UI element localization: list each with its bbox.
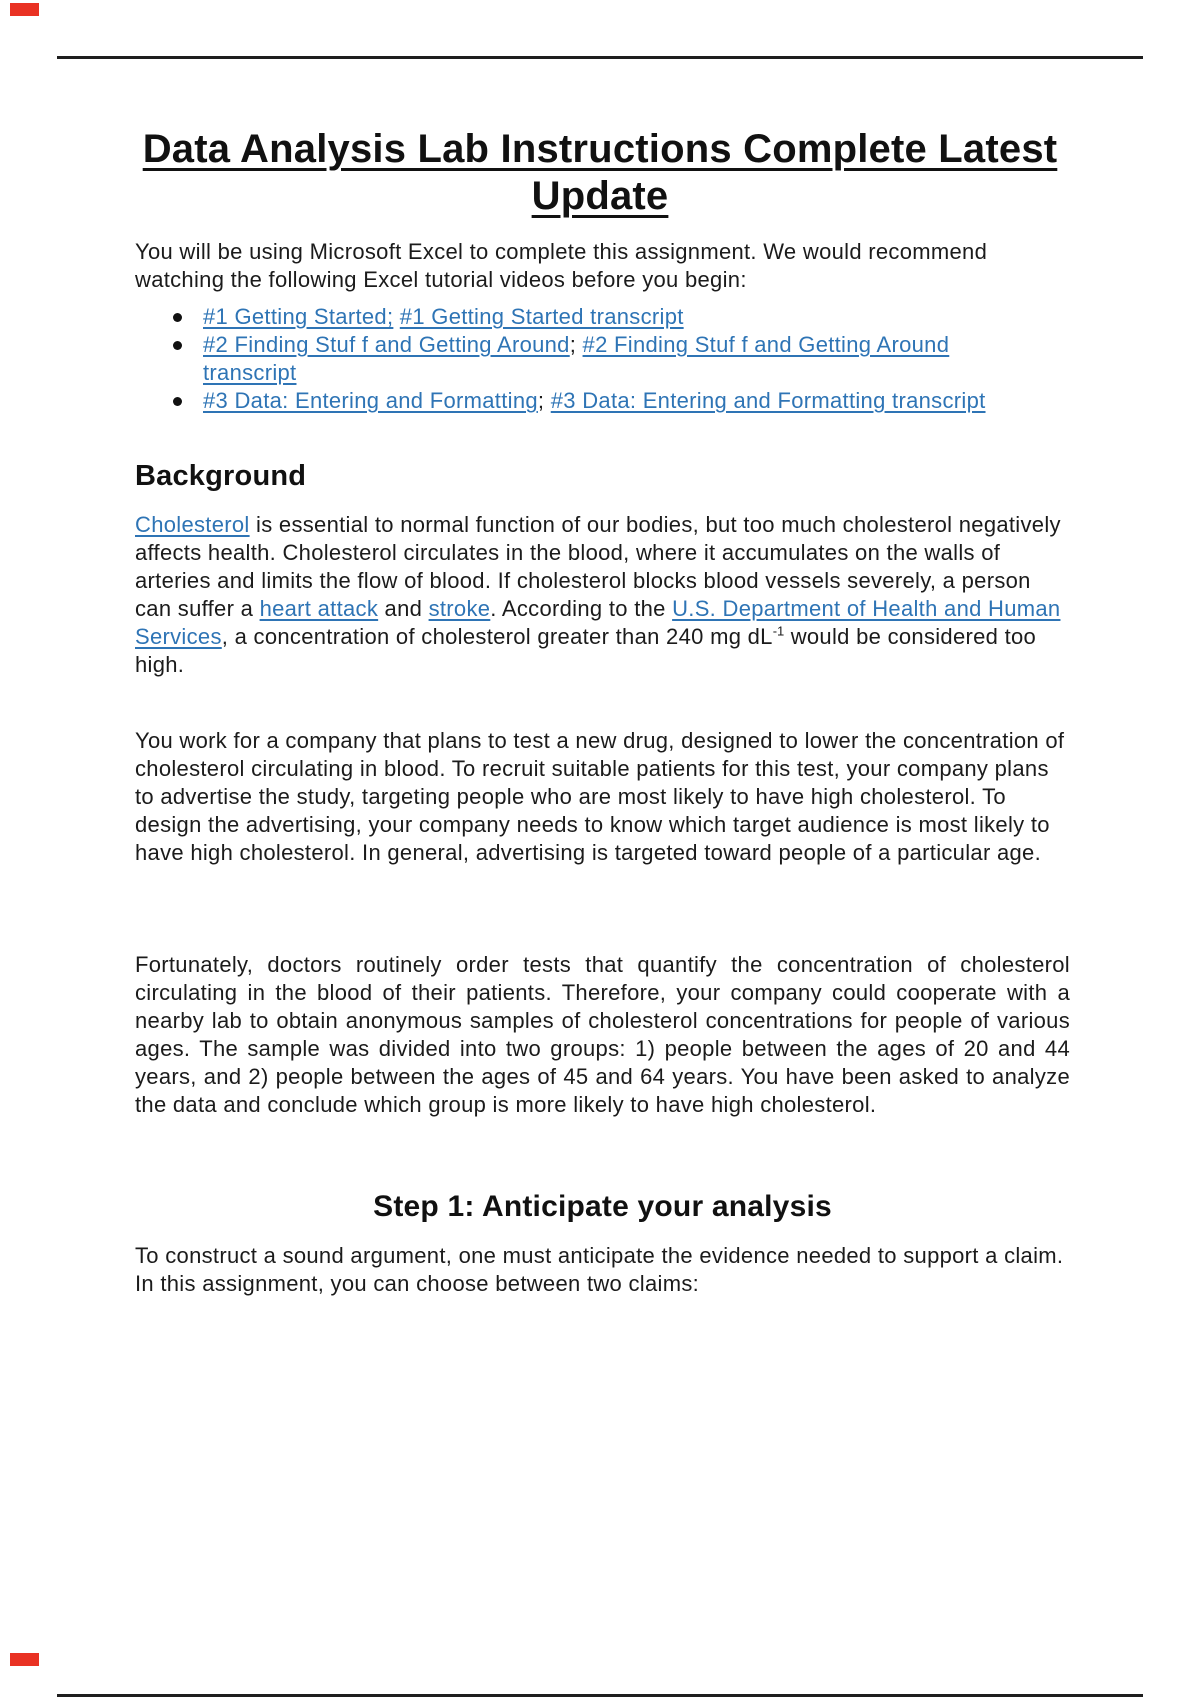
red-corner-mark-top xyxy=(10,3,39,16)
paragraph-text: is essential to normal function of our bodies, but too much cholesterol negatively affects health. Cholesterol circulates in the blood, where it accumulates on the walls of arteries and limits the flow of blood. If cholesterol blocks blood vessels severely, a person can suffer a xyxy=(135,512,1061,621)
tutorial-video-list xyxy=(135,303,1015,415)
link-getting-started[interactable]: #1 Getting Started; xyxy=(203,304,394,329)
step1-paragraph: To construct a sound argument, one must anticipate the evidence needed to support a claim. In this assignment, you can choose between two claims: xyxy=(135,1243,1064,1296)
superscript-exponent: -1 xyxy=(772,623,785,639)
paragraph-text: and xyxy=(378,596,429,621)
link-getting-started-transcript[interactable]: #1 Getting Started transcript xyxy=(399,304,684,329)
list-item-tutorial-1 xyxy=(203,303,1015,331)
link-finding-stuff[interactable]: #2 Finding Stuf f and Getting Around xyxy=(203,332,570,357)
list-item-tutorial-3 xyxy=(203,387,1015,415)
paragraph-text: , a concentration of cholesterol greater than 240 mg dL xyxy=(221,624,773,649)
link-data-entering[interactable]: #3 Data: Entering and Formatting xyxy=(203,388,538,413)
intro-paragraph: You will be using Microsoft Excel to complete this assignment. We would recommend watching the following Excel tutorial videos before you begin: xyxy=(135,239,988,292)
link-stroke[interactable]: stroke xyxy=(428,596,491,621)
background-paragraph-1 xyxy=(135,511,1070,679)
paragraph-text: . According to the xyxy=(490,596,673,621)
link-data-entering-transcript[interactable]: #3 Data: Entering and Formatting transcript xyxy=(550,388,986,413)
document-title xyxy=(110,126,1090,220)
bullet-icon xyxy=(173,397,182,406)
link-hhs[interactable]: U.S. Department of Health and Human Services xyxy=(135,596,1061,649)
red-corner-mark-bottom xyxy=(10,1653,39,1666)
bullet-icon xyxy=(173,341,182,350)
paragraph-text: would be considered too high. xyxy=(135,624,1037,677)
bottom-rule xyxy=(57,1694,1143,1697)
link-cholesterol[interactable]: Cholesterol xyxy=(135,512,250,537)
list-separator: ; xyxy=(537,388,551,413)
link-heart-attack[interactable]: heart attack xyxy=(259,596,379,621)
step1-heading: Step 1: Anticipate your analysis xyxy=(373,1190,832,1223)
link-finding-stuff-transcript[interactable]: #2 Finding Stuf f and Getting Around transcript xyxy=(203,332,950,385)
list-separator: ; xyxy=(569,332,583,357)
list-item-tutorial-2 xyxy=(203,331,1015,387)
background-paragraph-3: Fortunately, doctors routinely order tests that quantify the concentration of cholesterol circulating in the blood of their patients. Therefore, your company could cooperate with a nearby lab to obtain anonymous samples of cholesterol concentrations for people of various ages. The sample was divided into two groups: 1) people between the ages of 20 and 44 years, and 2) people between the ages of 45 and 64 years. You have been asked to analyze the data and conclude which group is more likely to have high cholesterol. xyxy=(135,952,1070,1117)
document-title-text: Data Analysis Lab Instructions Complete Latest Update xyxy=(142,127,1058,218)
top-rule xyxy=(57,56,1143,59)
bullet-icon xyxy=(173,313,182,322)
background-paragraph-2: You work for a company that plans to test a new drug, designed to lower the concentration of cholesterol circulating in blood. To recruit suitable patients for this test, your company plans to advertise the study, targeting people who are most likely to have high cholesterol. To design the advertising, your company needs to know which target audience is most likely to have high cholesterol. In general, advertising is targeted toward people of a particular age. xyxy=(135,728,1065,865)
background-heading: Background xyxy=(135,460,307,492)
